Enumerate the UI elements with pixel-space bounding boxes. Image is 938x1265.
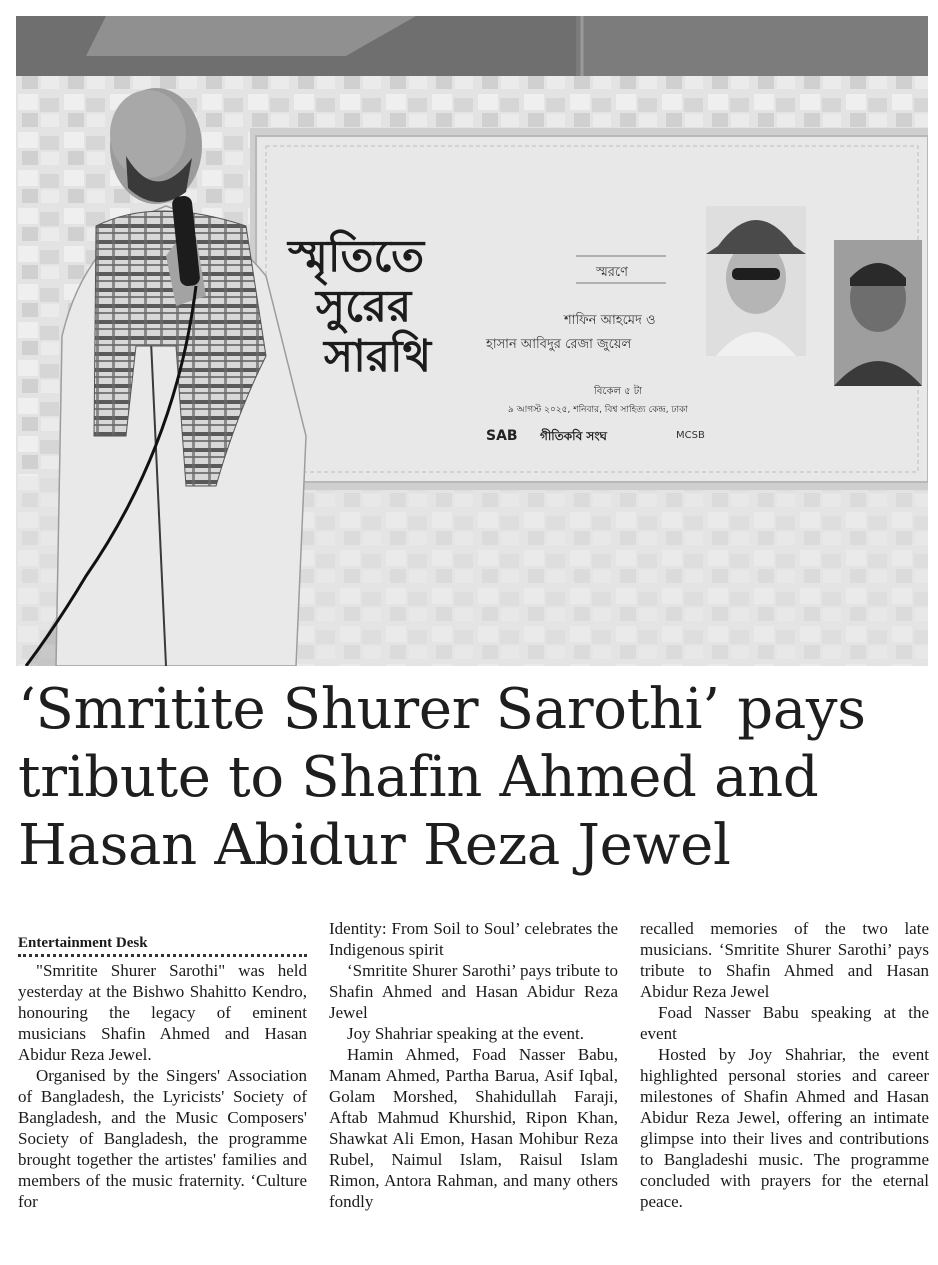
headline: ‘Smritite Shurer Sarothi’ pays tribute to Shafin Ahmed and Hasan Abidur Reza Jewel xyxy=(18,677,866,878)
byline: Entertainment Desk xyxy=(18,918,307,957)
banner-names-line2: হাসান আবিদুর রেজা জুয়েল xyxy=(486,337,632,352)
banner-logo-mcsb: MCSB xyxy=(676,430,705,441)
portrait-hasan-abidur-reza-jewel xyxy=(834,240,922,386)
paragraph: "Smritite Shurer Sarothi" was held yesterday at the Bishwo Shahitto Kendro, honouring the legacy of eminent musicians Shafin Ahmed and Hasan Abidur Reza Jewel. xyxy=(18,961,307,1064)
event-banner xyxy=(250,128,928,490)
column-2 xyxy=(329,918,618,1258)
article-body xyxy=(18,918,928,1258)
paragraph: Foad Nasser Babu speaking at the event xyxy=(640,1003,929,1043)
banner-logo-sab: SAB xyxy=(486,428,518,444)
column-1 xyxy=(18,918,307,1258)
banner-title-line1: স্মৃতিতে xyxy=(288,231,425,282)
column-3 xyxy=(640,918,929,1258)
paragraph: Joy Shahriar speaking at the event. xyxy=(347,1024,584,1043)
banner-time: বিকেল ৫ টা xyxy=(594,386,643,397)
paragraph: Hosted by Joy Shahriar, the event highlighted personal stories and career milestones of Shafin Ahmed and Hasan Abidur Reza Jewel, offering an intimate glimpse into their lives and contributions to Bangladeshi music. The programme concluded with prayers for the eternal peace. xyxy=(640,1045,929,1211)
paragraph: recalled memories of the two late musicians. ‘Smritite Shurer Sarothi’ pays tribute to Shafin Ahmed and Hasan Abidur Reza Jewel xyxy=(640,919,929,1001)
paragraph: Organised by the Singers' Association of Bangladesh, the Lyricists' Society of Bangladesh, and the Music Composers' Society of Bangladesh, the programme brought together the artistes' families and members of the music fraternity. ‘Culture for xyxy=(18,1066,307,1211)
portrait-shafin-ahmed xyxy=(706,206,806,356)
paragraph: Hamin Ahmed, Foad Nasser Babu, Manam Ahmed, Partha Barua, Asif Iqbal, Golam Morshed, Shahidullah Faraji, Aftab Mahmud Khurshid, Ripon Khan, Shawkat Ali Emon, Hasan Mohibur Reza Rubel, Naimul Islam, Raisul Islam Rimon, Antora Rahman, and many others fondly xyxy=(329,1045,618,1211)
paragraph: Identity: From Soil to Soul’ celebrates the Indigenous spirit xyxy=(329,919,618,959)
banner-names-line1: শাফিন আহমেদ ও xyxy=(564,313,656,328)
banner-title-line3: সারথি xyxy=(324,331,432,382)
banner-logo-lyricists: গীতিকবি সংঘ xyxy=(540,429,607,443)
banner-smarane: স্মরণে xyxy=(596,265,629,280)
paragraph: ‘Smritite Shurer Sarothi’ pays tribute to Shafin Ahmed and Hasan Abidur Reza Jewel xyxy=(329,961,618,1022)
banner-date-venue: ৯ আগস্ট ২০২৫, শনিবার, বিশ্ব সাহিত্য কেন্দ্র, ঢাকা xyxy=(508,405,689,415)
banner-title-line2: সুরের xyxy=(316,281,412,332)
article-photo xyxy=(16,16,928,666)
